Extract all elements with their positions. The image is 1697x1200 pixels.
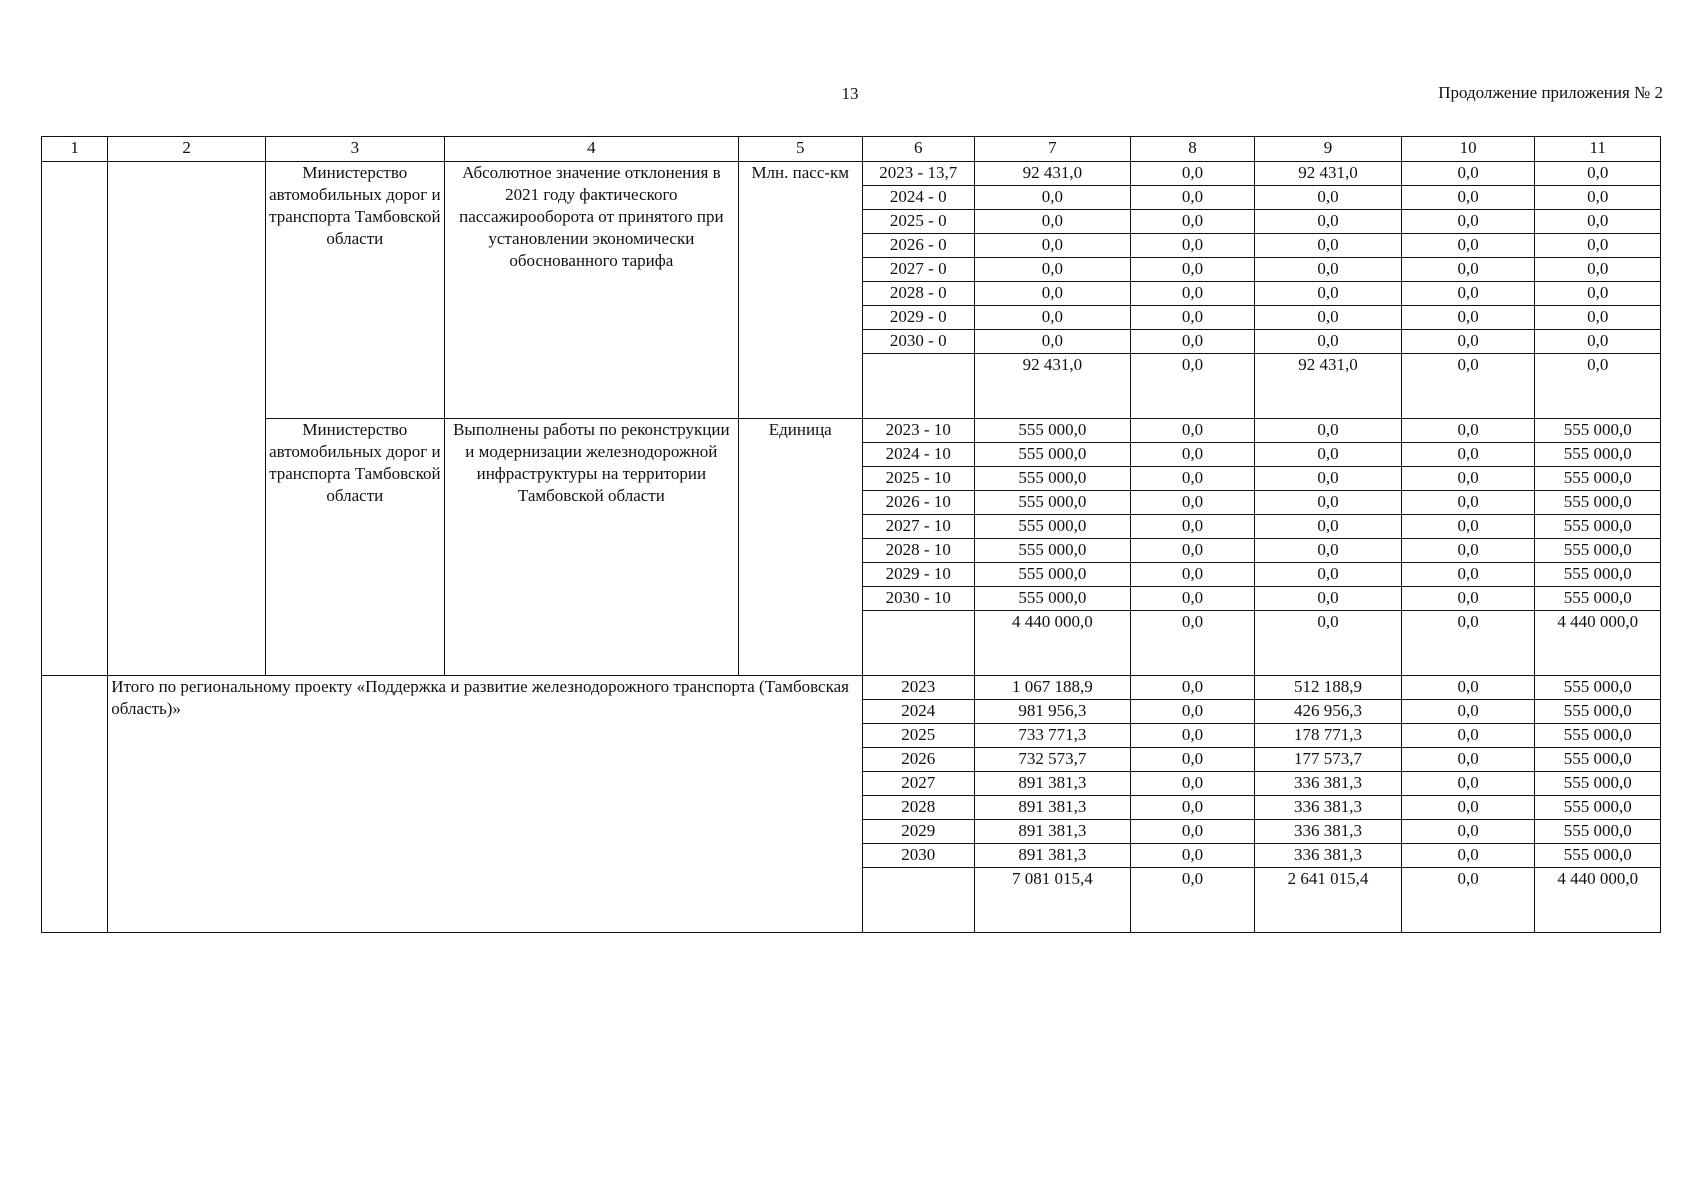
value-cell-8: 0,0 bbox=[1130, 772, 1255, 796]
value-cell-11: 555 000,0 bbox=[1535, 563, 1661, 587]
value-cell-8: 0,0 bbox=[1130, 515, 1255, 539]
header-col-2: 2 bbox=[108, 137, 266, 162]
value-cell-9: 0,0 bbox=[1255, 587, 1402, 611]
page-number: 13 bbox=[841, 84, 859, 103]
year-target: 2026 - 10 bbox=[862, 491, 974, 515]
header-col-1: 1 bbox=[42, 137, 108, 162]
value-cell-11: 0,0 bbox=[1535, 354, 1661, 419]
unit-of-measure: Единица bbox=[738, 419, 862, 676]
value-cell-11: 0,0 bbox=[1535, 234, 1661, 258]
value-cell-9: 512 188,9 bbox=[1255, 676, 1402, 700]
summary-year: 2027 bbox=[862, 772, 974, 796]
value-cell-8: 0,0 bbox=[1130, 796, 1255, 820]
value-cell-10: 0,0 bbox=[1401, 772, 1535, 796]
value-cell-7: 981 956,3 bbox=[975, 700, 1131, 724]
value-cell-9: 0,0 bbox=[1255, 258, 1402, 282]
value-cell-9: 0,0 bbox=[1255, 330, 1402, 354]
value-cell-7: 555 000,0 bbox=[975, 419, 1131, 443]
value-cell-11: 555 000,0 bbox=[1535, 443, 1661, 467]
value-cell-9: 336 381,3 bbox=[1255, 796, 1402, 820]
value-cell-9: 336 381,3 bbox=[1255, 844, 1402, 868]
value-cell-9: 92 431,0 bbox=[1255, 162, 1402, 186]
header-col-3: 3 bbox=[265, 137, 444, 162]
year-target: 2023 - 13,7 bbox=[862, 162, 974, 186]
year-target: 2027 - 0 bbox=[862, 258, 974, 282]
value-cell-10: 0,0 bbox=[1401, 700, 1535, 724]
value-cell-9: 426 956,3 bbox=[1255, 700, 1402, 724]
value-cell-10: 0,0 bbox=[1401, 724, 1535, 748]
value-cell-10: 0,0 bbox=[1401, 186, 1535, 210]
value-cell-9: 0,0 bbox=[1255, 419, 1402, 443]
unit-of-measure: Млн. пасс-км bbox=[738, 162, 862, 419]
value-cell-11: 555 000,0 bbox=[1535, 772, 1661, 796]
value-cell-11: 555 000,0 bbox=[1535, 820, 1661, 844]
value-cell-11: 0,0 bbox=[1535, 258, 1661, 282]
col1-blank bbox=[42, 162, 108, 676]
value-cell-9: 336 381,3 bbox=[1255, 820, 1402, 844]
value-cell-9: 0,0 bbox=[1255, 563, 1402, 587]
value-cell-9: 0,0 bbox=[1255, 443, 1402, 467]
value-cell-10: 0,0 bbox=[1401, 491, 1535, 515]
value-cell-11: 555 000,0 bbox=[1535, 844, 1661, 868]
year-target: 2028 - 0 bbox=[862, 282, 974, 306]
value-cell-9: 0,0 bbox=[1255, 611, 1402, 676]
value-cell-7: 891 381,3 bbox=[975, 796, 1131, 820]
value-cell-9: 177 573,7 bbox=[1255, 748, 1402, 772]
value-cell-9: 0,0 bbox=[1255, 234, 1402, 258]
value-cell-10: 0,0 bbox=[1401, 676, 1535, 700]
value-cell-9: 0,0 bbox=[1255, 282, 1402, 306]
value-cell-7: 555 000,0 bbox=[975, 515, 1131, 539]
value-cell-10: 0,0 bbox=[1401, 354, 1535, 419]
summary-year: 2028 bbox=[862, 796, 974, 820]
value-cell-8: 0,0 bbox=[1130, 282, 1255, 306]
value-cell-8: 0,0 bbox=[1130, 234, 1255, 258]
value-cell-11: 555 000,0 bbox=[1535, 587, 1661, 611]
year-target: 2030 - 0 bbox=[862, 330, 974, 354]
value-cell-11: 555 000,0 bbox=[1535, 700, 1661, 724]
value-cell-9: 0,0 bbox=[1255, 515, 1402, 539]
value-cell-8: 0,0 bbox=[1130, 611, 1255, 676]
value-cell-9: 0,0 bbox=[1255, 491, 1402, 515]
summary-year: 2023 bbox=[862, 676, 974, 700]
table-row bbox=[42, 162, 1661, 186]
value-cell-7: 555 000,0 bbox=[975, 443, 1131, 467]
responsible-org: Министерство автомобильных дорог и транспорта Тамбовской области bbox=[265, 162, 444, 419]
value-cell-7: 0,0 bbox=[975, 186, 1131, 210]
value-cell-10: 0,0 bbox=[1401, 282, 1535, 306]
year-target: 2027 - 10 bbox=[862, 515, 974, 539]
value-cell-9: 0,0 bbox=[1255, 467, 1402, 491]
header-col-10: 10 bbox=[1401, 137, 1535, 162]
col2-blank bbox=[108, 162, 266, 676]
year-target: 2024 - 10 bbox=[862, 443, 974, 467]
value-cell-9: 178 771,3 bbox=[1255, 724, 1402, 748]
header-row bbox=[42, 137, 1661, 162]
value-cell-7: 555 000,0 bbox=[975, 587, 1131, 611]
value-cell-7: 4 440 000,0 bbox=[975, 611, 1131, 676]
year-blank bbox=[862, 354, 974, 419]
summary-year: 2024 bbox=[862, 700, 974, 724]
value-cell-11: 555 000,0 bbox=[1535, 796, 1661, 820]
value-cell-7: 92 431,0 bbox=[975, 162, 1131, 186]
value-cell-11: 555 000,0 bbox=[1535, 515, 1661, 539]
value-cell-8: 0,0 bbox=[1130, 820, 1255, 844]
value-cell-10: 0,0 bbox=[1401, 844, 1535, 868]
value-cell-10: 0,0 bbox=[1401, 258, 1535, 282]
value-cell-9: 0,0 bbox=[1255, 539, 1402, 563]
year-target: 2029 - 0 bbox=[862, 306, 974, 330]
summary-col1-blank bbox=[42, 676, 108, 933]
value-cell-8: 0,0 bbox=[1130, 587, 1255, 611]
value-cell-7: 555 000,0 bbox=[975, 563, 1131, 587]
value-cell-11: 4 440 000,0 bbox=[1535, 868, 1661, 933]
summary-row bbox=[42, 676, 1661, 700]
value-cell-10: 0,0 bbox=[1401, 563, 1535, 587]
value-cell-7: 733 771,3 bbox=[975, 724, 1131, 748]
value-cell-11: 555 000,0 bbox=[1535, 724, 1661, 748]
value-cell-7: 7 081 015,4 bbox=[975, 868, 1131, 933]
value-cell-11: 0,0 bbox=[1535, 210, 1661, 234]
value-cell-7: 891 381,3 bbox=[975, 772, 1131, 796]
value-cell-8: 0,0 bbox=[1130, 210, 1255, 234]
value-cell-9: 92 431,0 bbox=[1255, 354, 1402, 419]
value-cell-8: 0,0 bbox=[1130, 491, 1255, 515]
value-cell-7: 0,0 bbox=[975, 282, 1131, 306]
value-cell-11: 0,0 bbox=[1535, 186, 1661, 210]
header-col-7: 7 bbox=[975, 137, 1131, 162]
summary-year: 2025 bbox=[862, 724, 974, 748]
value-cell-11: 0,0 bbox=[1535, 330, 1661, 354]
value-cell-10: 0,0 bbox=[1401, 611, 1535, 676]
value-cell-7: 0,0 bbox=[975, 234, 1131, 258]
value-cell-8: 0,0 bbox=[1130, 162, 1255, 186]
value-cell-7: 1 067 188,9 bbox=[975, 676, 1131, 700]
summary-year: 2030 bbox=[862, 844, 974, 868]
value-cell-8: 0,0 bbox=[1130, 748, 1255, 772]
table-row bbox=[42, 419, 1661, 443]
value-cell-10: 0,0 bbox=[1401, 162, 1535, 186]
value-cell-7: 555 000,0 bbox=[975, 539, 1131, 563]
value-cell-8: 0,0 bbox=[1130, 844, 1255, 868]
value-cell-11: 555 000,0 bbox=[1535, 748, 1661, 772]
value-cell-10: 0,0 bbox=[1401, 820, 1535, 844]
value-cell-8: 0,0 bbox=[1130, 563, 1255, 587]
value-cell-10: 0,0 bbox=[1401, 443, 1535, 467]
year-target: 2026 - 0 bbox=[862, 234, 974, 258]
value-cell-10: 0,0 bbox=[1401, 515, 1535, 539]
year-target: 2028 - 10 bbox=[862, 539, 974, 563]
value-cell-10: 0,0 bbox=[1401, 330, 1535, 354]
value-cell-10: 0,0 bbox=[1401, 467, 1535, 491]
value-cell-7: 732 573,7 bbox=[975, 748, 1131, 772]
value-cell-7: 92 431,0 bbox=[975, 354, 1131, 419]
value-cell-10: 0,0 bbox=[1401, 306, 1535, 330]
value-cell-10: 0,0 bbox=[1401, 587, 1535, 611]
value-cell-11: 555 000,0 bbox=[1535, 676, 1661, 700]
indicator-name: Абсолютное значение отклонения в 2021 году фактического пассажирооборота от принятого при установлении экономически обоснованного тарифа bbox=[444, 162, 738, 419]
year-target: 2024 - 0 bbox=[862, 186, 974, 210]
value-cell-11: 0,0 bbox=[1535, 306, 1661, 330]
value-cell-10: 0,0 bbox=[1401, 539, 1535, 563]
value-cell-8: 0,0 bbox=[1130, 330, 1255, 354]
value-cell-8: 0,0 bbox=[1130, 186, 1255, 210]
value-cell-8: 0,0 bbox=[1130, 419, 1255, 443]
value-cell-11: 4 440 000,0 bbox=[1535, 611, 1661, 676]
value-cell-7: 0,0 bbox=[975, 306, 1131, 330]
value-cell-7: 555 000,0 bbox=[975, 467, 1131, 491]
value-cell-10: 0,0 bbox=[1401, 748, 1535, 772]
value-cell-8: 0,0 bbox=[1130, 354, 1255, 419]
header-col-6: 6 bbox=[862, 137, 974, 162]
year-target: 2030 - 10 bbox=[862, 587, 974, 611]
value-cell-9: 2 641 015,4 bbox=[1255, 868, 1402, 933]
year-target: 2029 - 10 bbox=[862, 563, 974, 587]
value-cell-10: 0,0 bbox=[1401, 234, 1535, 258]
value-cell-11: 555 000,0 bbox=[1535, 539, 1661, 563]
value-cell-8: 0,0 bbox=[1130, 539, 1255, 563]
header-col-11: 11 bbox=[1535, 137, 1661, 162]
value-cell-8: 0,0 bbox=[1130, 443, 1255, 467]
value-cell-8: 0,0 bbox=[1130, 467, 1255, 491]
value-cell-9: 0,0 bbox=[1255, 306, 1402, 330]
year-blank bbox=[862, 611, 974, 676]
value-cell-8: 0,0 bbox=[1130, 258, 1255, 282]
value-cell-8: 0,0 bbox=[1130, 724, 1255, 748]
value-cell-9: 336 381,3 bbox=[1255, 772, 1402, 796]
value-cell-7: 891 381,3 bbox=[975, 820, 1131, 844]
header-col-4: 4 bbox=[444, 137, 738, 162]
value-cell-8: 0,0 bbox=[1130, 700, 1255, 724]
budget-table bbox=[41, 136, 1661, 933]
value-cell-7: 555 000,0 bbox=[975, 491, 1131, 515]
value-cell-10: 0,0 bbox=[1401, 868, 1535, 933]
value-cell-7: 0,0 bbox=[975, 330, 1131, 354]
value-cell-11: 555 000,0 bbox=[1535, 467, 1661, 491]
value-cell-7: 0,0 bbox=[975, 258, 1131, 282]
indicator-name: Выполнены работы по реконструкции и модернизации железнодорожной инфраструктуры на территории Тамбовской области bbox=[444, 419, 738, 676]
responsible-org: Министерство автомобильных дорог и транспорта Тамбовской области bbox=[265, 419, 444, 676]
value-cell-11: 0,0 bbox=[1535, 162, 1661, 186]
value-cell-10: 0,0 bbox=[1401, 210, 1535, 234]
header-col-9: 9 bbox=[1255, 137, 1402, 162]
header-col-5: 5 bbox=[738, 137, 862, 162]
continuation-label: Продолжение приложения № 2 bbox=[1438, 83, 1663, 102]
year-target: 2023 - 10 bbox=[862, 419, 974, 443]
value-cell-9: 0,0 bbox=[1255, 210, 1402, 234]
header-col-8: 8 bbox=[1130, 137, 1255, 162]
value-cell-10: 0,0 bbox=[1401, 419, 1535, 443]
value-cell-10: 0,0 bbox=[1401, 796, 1535, 820]
value-cell-11: 555 000,0 bbox=[1535, 491, 1661, 515]
summary-label: Итого по региональному проекту «Поддержка и развитие железнодорожного транспорта (Тамбовская область)» bbox=[108, 676, 862, 933]
value-cell-7: 891 381,3 bbox=[975, 844, 1131, 868]
value-cell-9: 0,0 bbox=[1255, 186, 1402, 210]
year-target: 2025 - 0 bbox=[862, 210, 974, 234]
value-cell-7: 0,0 bbox=[975, 210, 1131, 234]
summary-year: 2029 bbox=[862, 820, 974, 844]
value-cell-8: 0,0 bbox=[1130, 868, 1255, 933]
year-blank bbox=[862, 868, 974, 933]
value-cell-8: 0,0 bbox=[1130, 306, 1255, 330]
value-cell-11: 0,0 bbox=[1535, 282, 1661, 306]
year-target: 2025 - 10 bbox=[862, 467, 974, 491]
value-cell-8: 0,0 bbox=[1130, 676, 1255, 700]
summary-year: 2026 bbox=[862, 748, 974, 772]
value-cell-11: 555 000,0 bbox=[1535, 419, 1661, 443]
